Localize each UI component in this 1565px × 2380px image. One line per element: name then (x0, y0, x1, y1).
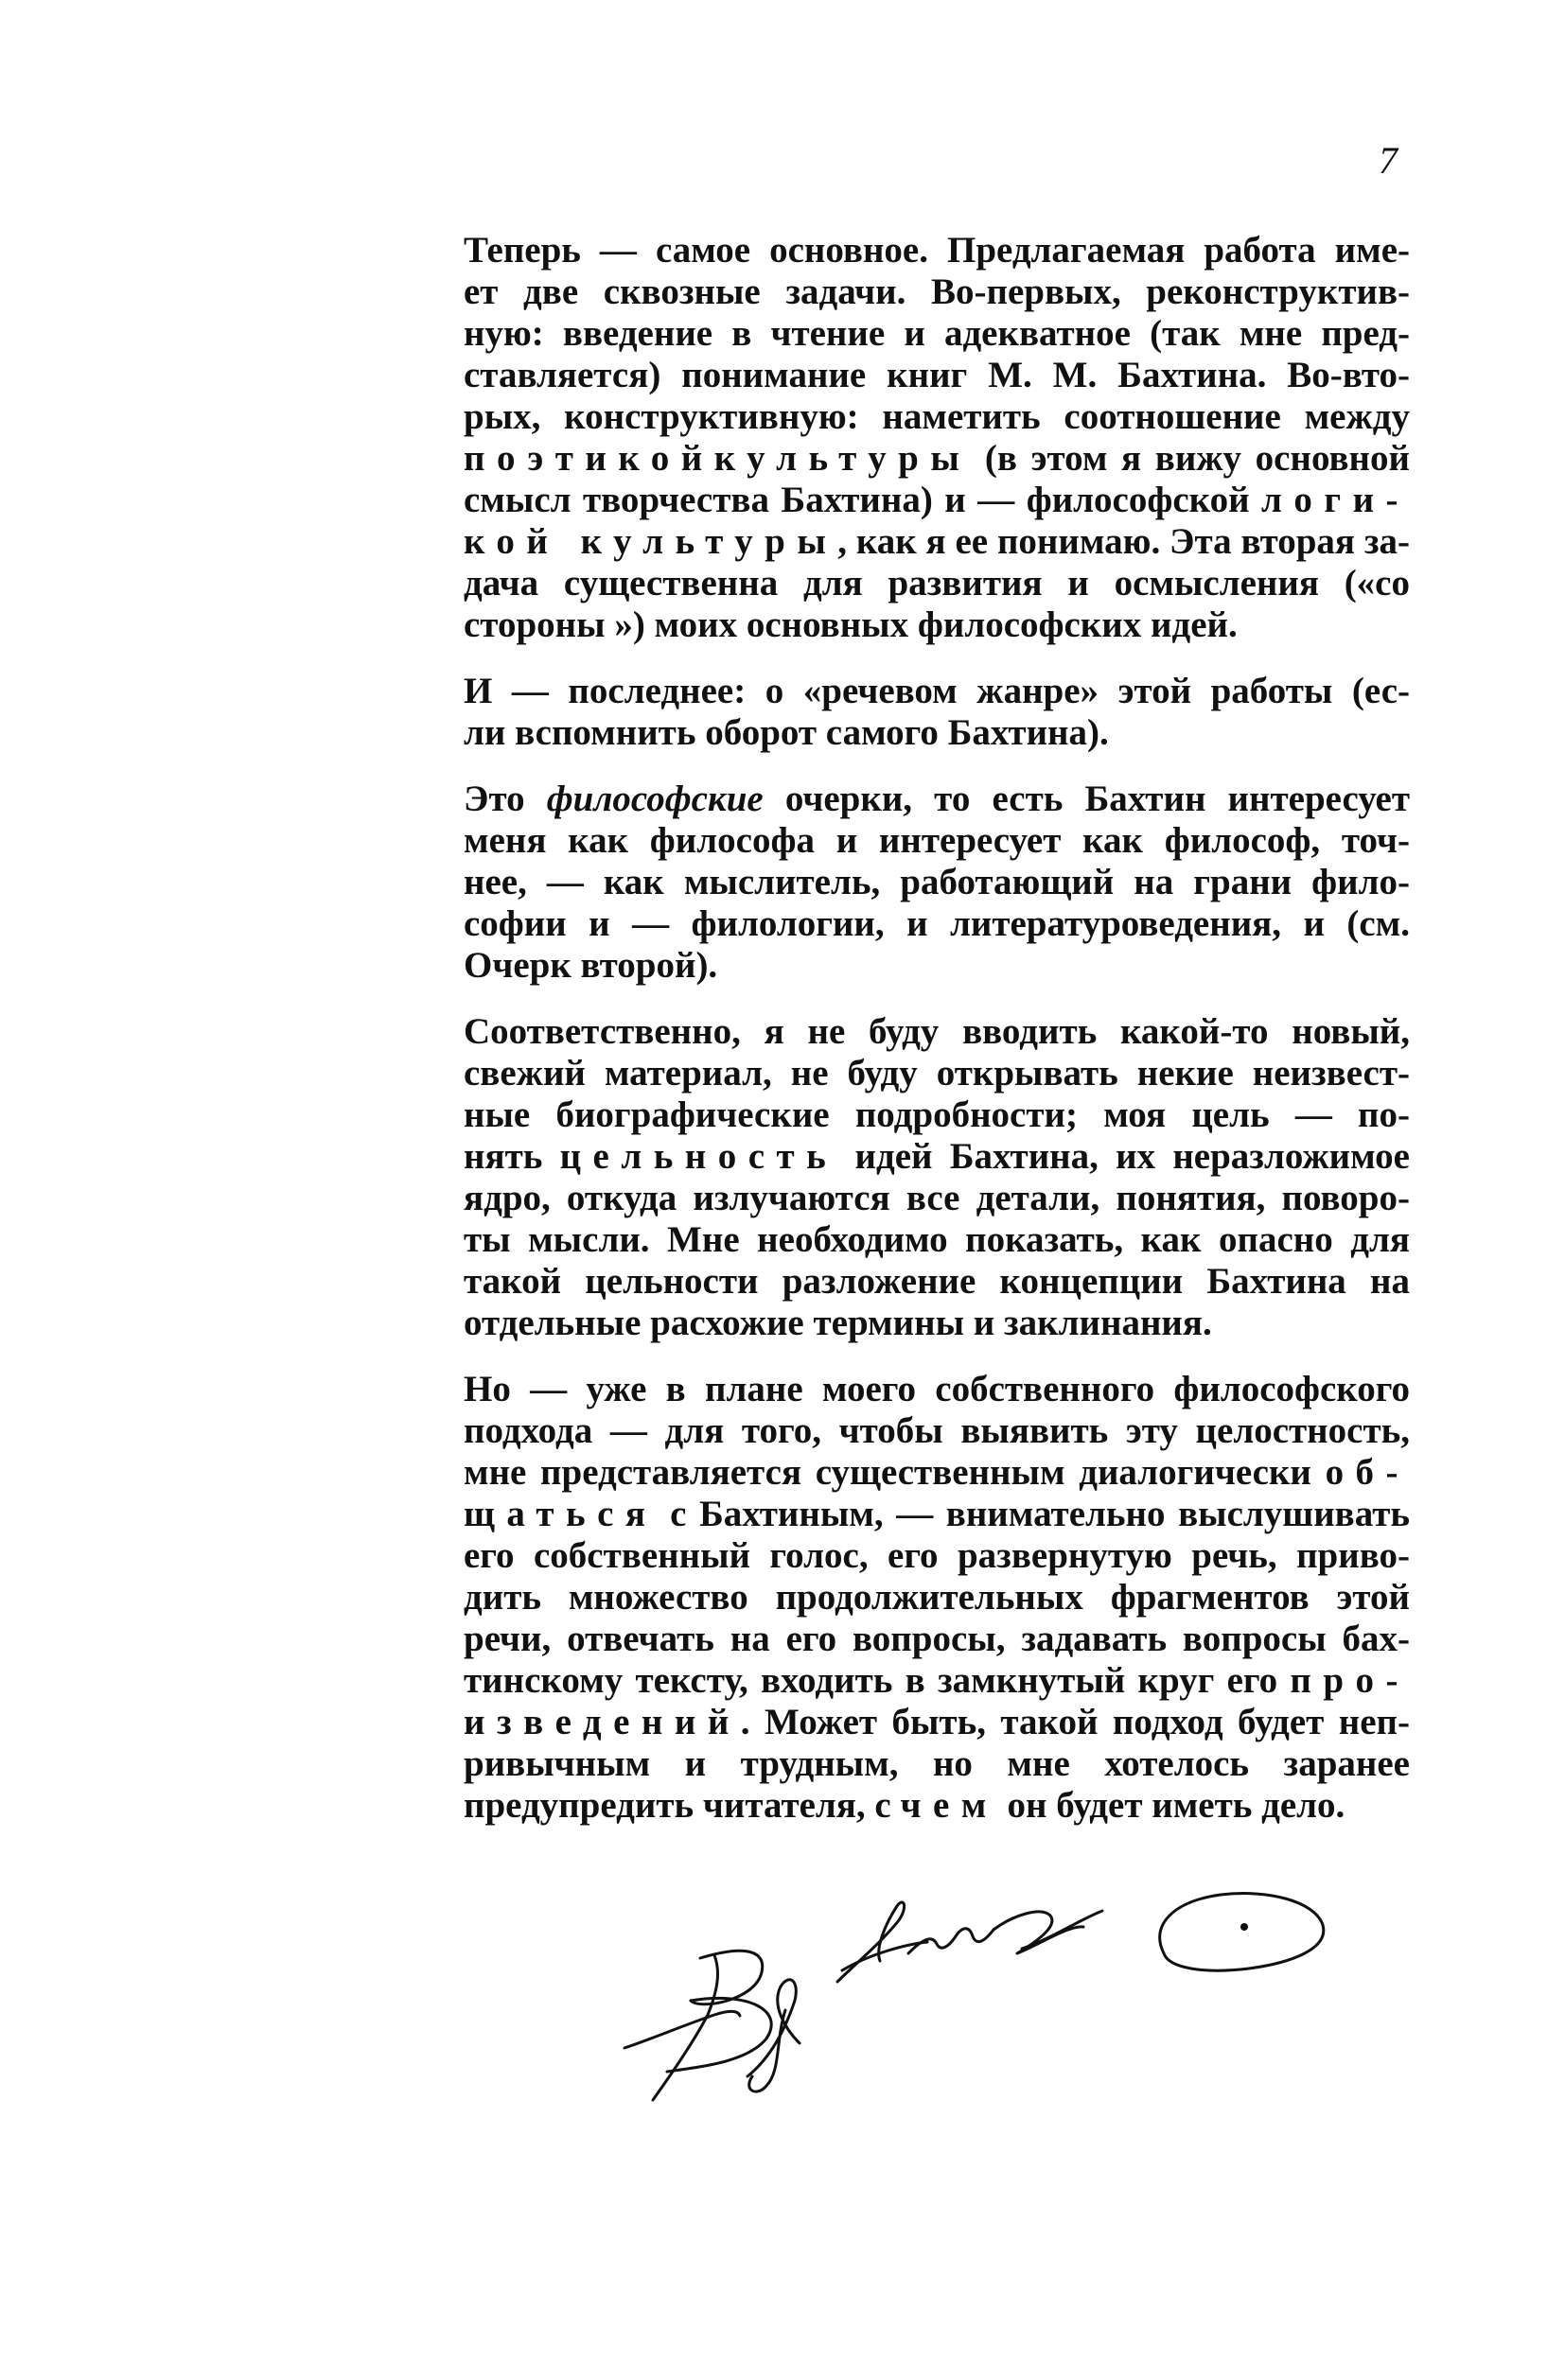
spaced-emphasis: поэтикойкультуры (464, 438, 972, 479)
text-line (464, 604, 1410, 646)
text-segment: ты мысли. Мне необходимо показать, как опасно для (464, 1219, 1410, 1260)
text-line (464, 1303, 1410, 1344)
text-line (464, 1219, 1410, 1261)
text-line (464, 313, 1410, 355)
text-line (464, 1660, 1410, 1702)
text-segment: Теперь — самое основное. Предлагаемая работа име- (464, 230, 1410, 271)
text-line (464, 1136, 1410, 1178)
spaced-emphasis: изведений (464, 1702, 741, 1742)
text-line (464, 396, 1410, 438)
text-line (464, 779, 1410, 820)
text-line (464, 1452, 1410, 1494)
italic-emphasis: философские (546, 779, 764, 819)
spaced-emphasis: цельность (559, 1136, 838, 1177)
text-line (464, 1369, 1410, 1410)
body-text (464, 230, 1410, 1851)
text-line (464, 1410, 1410, 1452)
text-segment: его собственный голос, его развернутую речь, приво- (464, 1535, 1410, 1576)
text-segment: Это (464, 779, 547, 819)
paragraph (464, 230, 1410, 646)
text-line (464, 1011, 1410, 1053)
text-line (464, 1094, 1410, 1136)
text-segment: свежий материал, не буду открывать некие неизвест- (464, 1053, 1410, 1094)
text-segment: такой цельности разложение концепции Бахтина на (464, 1261, 1410, 1302)
paragraph (464, 779, 1410, 987)
text-segment: Очерк второй). (464, 945, 718, 986)
spaced-emphasis: чем (900, 1785, 998, 1826)
text-segment: ривычным и трудным, но мне хотелось заранее (464, 1743, 1410, 1784)
page-number: 7 (1379, 139, 1398, 182)
text-segment: ную: введение в чтение и адекватное (так мне пред- (464, 313, 1410, 354)
text-segment: нее, — как мыслитель, работающий на грани фило- (464, 862, 1410, 902)
text-segment: дача существенна для развития и осмысления («со (464, 563, 1410, 604)
text-line (464, 1577, 1410, 1619)
text-segment: софии и — филологии, и литературоведения, и (см. (464, 903, 1410, 944)
text-segment: нять (464, 1136, 560, 1177)
author-signature (596, 1849, 1353, 2105)
text-segment: тинскому тексту, входить в замкнутый круг его (464, 1660, 1291, 1701)
text-line (464, 1053, 1410, 1094)
text-segment: идей Бахтина, их неразложимое (837, 1136, 1410, 1177)
text-line (464, 271, 1410, 313)
text-segment: стороны ») моих основных философских идей. (464, 604, 1238, 645)
paragraph (464, 1011, 1410, 1344)
text-line (464, 903, 1410, 945)
text-line (464, 862, 1410, 903)
text-line (464, 1619, 1410, 1660)
text-segment: рых, конструктивную: наметить соотношение между (464, 396, 1410, 437)
text-segment: И — последнее: о «речевом жанре» этой работы (ес- (464, 671, 1410, 711)
text-segment: , как я ее понимаю. Эта вторая за- (837, 521, 1410, 562)
spaced-emphasis: щаться (464, 1494, 658, 1534)
text-line (464, 1494, 1410, 1535)
text-segment: Но — уже в плане моего собственного философского (464, 1369, 1410, 1409)
text-line (464, 521, 1410, 563)
text-segment: ставляется) понимание книг М. М. Бахтина. Во-вто- (464, 355, 1410, 395)
text-segment: (в этом я вижу основной (971, 438, 1410, 479)
text-segment: ные биографические подробности; моя цель — по- (464, 1094, 1410, 1135)
text-segment: предупредить читателя, с (464, 1785, 901, 1826)
text-segment: с Бахтиным, — внимательно выслушивать (657, 1494, 1410, 1534)
text-line (464, 480, 1410, 521)
spaced-emphasis: об- (1325, 1452, 1410, 1493)
spaced-emphasis: кой культуры (464, 521, 838, 562)
text-segment: Соответственно, я не буду вводить какой-то новый, (464, 1011, 1410, 1052)
text-segment: речи, отвечать на его вопросы, задавать вопросы бах- (464, 1619, 1410, 1659)
text-line (464, 1535, 1410, 1577)
text-segment: мне представляется существенным диалогически (464, 1452, 1326, 1493)
text-segment: отдельные расхожие термины и заклинания. (464, 1303, 1212, 1343)
text-segment: смысл творчества Бахтина) и — философской (464, 480, 1262, 520)
text-line (464, 671, 1410, 712)
text-line (464, 563, 1410, 604)
text-line (464, 438, 1410, 480)
spaced-emphasis: логи- (1261, 480, 1410, 520)
text-line (464, 1743, 1410, 1785)
text-segment: ет две сквозные задачи. Во-первых, реконструктив- (464, 271, 1410, 312)
text-line (464, 945, 1410, 987)
text-segment: . Может быть, такой подход будет неп- (740, 1702, 1410, 1742)
text-segment: очерки, то есть Бахтин интересует (763, 779, 1411, 819)
text-segment: меня как философа и интересует как философ, точ- (464, 820, 1410, 861)
text-segment: подхода — для того, чтобы выявить эту целостность, (464, 1410, 1410, 1451)
text-line (464, 712, 1410, 754)
paragraph (464, 1369, 1410, 1827)
text-segment: он будет иметь дело. (997, 1785, 1345, 1826)
text-segment: ли вспомнить оборот самого Бахтина). (464, 712, 1109, 753)
spaced-emphasis: про- (1290, 1660, 1410, 1701)
text-line (464, 230, 1410, 271)
text-line (464, 1702, 1410, 1743)
text-segment: ядро, откуда излучаются все детали, понятия, поворо- (464, 1178, 1410, 1218)
text-line (464, 1261, 1410, 1303)
paragraph (464, 671, 1410, 754)
text-line (464, 1785, 1410, 1827)
text-line (464, 820, 1410, 862)
text-line (464, 355, 1410, 396)
text-line (464, 1178, 1410, 1219)
text-segment: дить множество продолжительных фрагментов этой (464, 1577, 1410, 1618)
